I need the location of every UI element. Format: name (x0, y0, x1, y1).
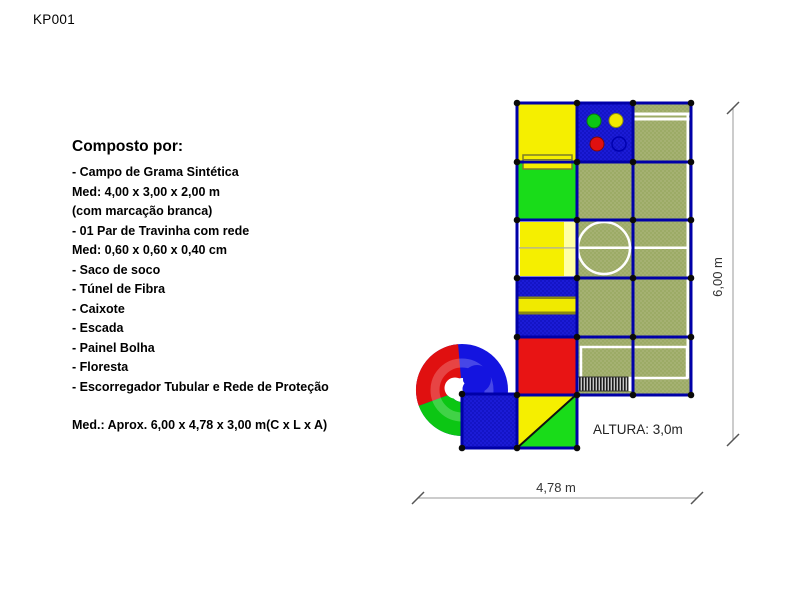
ladder-rung-edge (518, 297, 576, 300)
composition-item: - Escorregador Tubular e Rede de Proteção (72, 379, 329, 394)
cell-green (517, 162, 577, 220)
composition-item: - Saco de soco (72, 262, 161, 277)
composition-item: - Escada (72, 321, 124, 335)
ladder-rung-edge (518, 312, 576, 315)
grass-cell (633, 337, 691, 395)
composition-title: Composto por: (72, 138, 184, 155)
grass-cell (577, 162, 633, 220)
composition-item: Med: 0,60 x 0,60 x 0,40 cm (72, 243, 227, 257)
composition-footer: Med.: Aprox. 6,00 x 4,78 x 3,00 m(C x L x A) (72, 418, 328, 432)
composition-item: (com marcação branca) (72, 204, 213, 218)
slide-exit-square (462, 394, 517, 448)
composition-item: Med: 4,00 x 3,00 x 2,00 m (72, 184, 221, 199)
composition-item: - 01 Par de Travinha com rede (72, 223, 250, 238)
height-dim-label: 6,00 m (710, 257, 725, 297)
bubble-red-icon (590, 137, 604, 151)
cell-yellow-top (517, 103, 577, 162)
cell-yellow-mid (520, 222, 564, 276)
grass-cell (633, 103, 691, 162)
goal-line-inner (633, 116, 690, 118)
bubble-yellow-icon (609, 114, 623, 128)
dimension-height (710, 102, 739, 446)
composition-item: - Túnel de Fibra (72, 282, 166, 296)
grass-cell (577, 278, 633, 337)
ladder-rung (518, 299, 576, 312)
cell-yellow-fade (564, 222, 577, 276)
width-dim-label: 4,78 m (536, 480, 576, 495)
composition-item: - Caixote (72, 301, 125, 316)
composition-item: - Campo de Grama Sintética (72, 165, 239, 179)
cell-red (517, 337, 577, 395)
grass-cell (633, 278, 691, 337)
dimension-width (412, 480, 703, 504)
product-code: KP001 (33, 12, 76, 27)
half-line-gray (519, 247, 577, 248)
composition-item: - Floresta (72, 360, 129, 374)
composition-item: - Painel Bolha (72, 340, 155, 355)
ladder-hatch (578, 377, 628, 391)
slide-exit-module (462, 394, 577, 448)
altura-label: ALTURA: 3,0m (593, 422, 683, 437)
bubble-panel (577, 103, 633, 162)
grass-cell (633, 162, 691, 220)
bubble-green-icon (587, 114, 601, 128)
